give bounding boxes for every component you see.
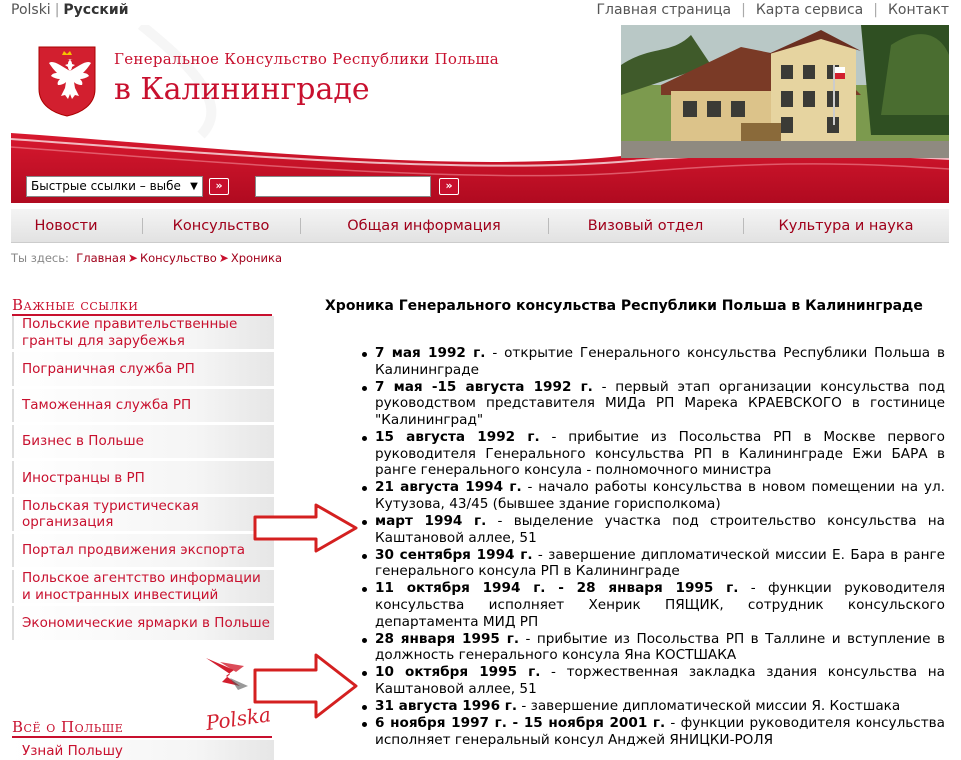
top-links: [597, 2, 949, 18]
list-item: [375, 631, 945, 664]
top-bar: [0, 0, 961, 22]
event-date: 30 сентября 1994 г.: [375, 546, 533, 563]
language-switcher: [11, 2, 129, 18]
nav-item-visa-department[interactable]: Визовый отдел: [587, 218, 704, 234]
divider: |: [873, 2, 878, 18]
divider: |: [54, 2, 60, 18]
sidebar-item-discover-poland[interactable]: Узнай Польшу: [12, 740, 274, 760]
event-date: 10 октября 1995 г.: [375, 664, 541, 681]
breadcrumb-chronicle[interactable]: Хроника: [230, 251, 283, 265]
list-item: [375, 345, 945, 378]
list-item: [375, 698, 945, 715]
sidebar-links: [12, 316, 274, 643]
sidebar-heading-all-about-poland: Всё о Польше: [12, 718, 272, 738]
sidebar-item-customs[interactable]: Таможенная служба РП: [12, 389, 274, 425]
event-date: 6 ноября 1997 г. - 15 ноября 2001 г.: [375, 715, 666, 732]
consulate-building-photo: [621, 25, 949, 158]
lang-russian-link[interactable]: Русский: [63, 2, 129, 18]
event-date: 31 августа 1996 г.: [375, 697, 518, 714]
event-text: - торжественная закладка здания консульства на Каштановой аллее, 51: [375, 664, 946, 697]
annotation-arrow-icon: [252, 502, 360, 554]
event-date: 7 мая -15 августа 1992 г.: [375, 378, 593, 395]
page-title: Хроника Генерального консульства Республики Польша в Калининграде: [325, 298, 923, 314]
contact-link[interactable]: Контакт: [887, 2, 949, 18]
list-item: [375, 429, 945, 479]
sidebar-heading-important-links: Важные ссылки: [12, 296, 272, 316]
breadcrumb-consulate[interactable]: Консульство: [139, 251, 217, 265]
event-date: 28 января 1995 г.: [375, 630, 520, 647]
annotation-arrow-icon: [252, 652, 360, 720]
quick-links-go-button[interactable]: [209, 178, 229, 195]
event-date: 11 октября 1994 г. - 28 января 1995 г.: [375, 580, 739, 597]
list-item: [375, 513, 945, 546]
arrow-right-icon: ➤: [218, 251, 229, 265]
chevron-down-icon: ▼: [186, 177, 202, 196]
sidebar-item-tourism[interactable]: Польская туристическая организация: [12, 497, 274, 533]
nav-item-news[interactable]: Новости: [34, 218, 98, 234]
event-text: - выделение участка под строительство консульства на Каштановой аллее, 51: [375, 512, 945, 546]
nav-item-consulate[interactable]: Консульство: [172, 218, 270, 234]
event-date: 7 мая 1992 г.: [375, 345, 486, 361]
sidebar-item-export-portal[interactable]: Портал продвижения экспорта: [12, 534, 274, 570]
list-item: [375, 379, 945, 429]
event-text: - функции руководителя консульства исполняет генеральный консул Анджей ЯНИЦКИ-РОЛЯ: [375, 715, 946, 748]
event-text: - прибытие из Посольства РП в Москве первого руководителя Генерального консульства РП в Калининграде Ежи БАРА в ранге генерального консула - полномочного министра: [375, 428, 945, 479]
list-item: [375, 715, 945, 748]
list-item: [375, 664, 945, 697]
double-chevron-right-icon: »: [445, 179, 453, 192]
nav-item-general-info[interactable]: Общая информация: [347, 218, 501, 234]
chronicle-list: [375, 345, 945, 749]
event-date: март 1994 г.: [375, 512, 487, 529]
search-button[interactable]: [439, 178, 459, 195]
event-text: - функции руководителя консульства исполняет Хенрик ПЯЩИК, сотрудник консульского департамента МИД РП: [375, 580, 945, 630]
sidebar-item-foreigners[interactable]: Иностранцы в РП: [12, 461, 274, 497]
event-text: - первый этап организации консульства под руководством представителя МИДа РП Марека КРАЕВСКОГО в гостинице "Калининград": [375, 378, 945, 428]
quick-links-select[interactable]: [26, 176, 203, 197]
sidebar-item-grants[interactable]: Польские правительственные гранты для зарубежья: [12, 316, 274, 352]
event-text: - завершение дипломатической миссии Я. Костшака: [517, 697, 901, 714]
divider: |: [741, 2, 746, 18]
header-title-line1: Генеральное Консульство Республики Польша: [114, 50, 499, 68]
sidebar-item-business[interactable]: Бизнес в Польше: [12, 425, 274, 461]
double-chevron-right-icon: »: [215, 179, 223, 192]
header-title-line2: в Калининграде: [114, 72, 370, 107]
list-item: [375, 479, 945, 512]
event-text: - прибытие из Посольства РП в Таллине и вступление в должность генерального консула Яна КОСТШАКА: [375, 630, 945, 664]
list-item: [375, 547, 945, 580]
breadcrumb-home[interactable]: Главная: [76, 251, 126, 265]
nav-item-culture-science[interactable]: Культура и наука: [778, 218, 914, 234]
quick-links-bar: [11, 174, 949, 204]
quick-links-select-value: Быстрые ссылки – выбе: [31, 179, 181, 193]
event-text: - открытие Генерального консульства Республики Польша в Калининграде: [375, 345, 945, 378]
arrow-right-icon: ➤: [127, 251, 138, 265]
sidebar-item-investment-agency[interactable]: Польское агентство информации и иностранных инвестиций: [12, 570, 274, 606]
sidebar-item-border-guard[interactable]: Пограничная служба РП: [12, 352, 274, 388]
lang-polski-link[interactable]: Polski: [11, 2, 51, 18]
site-map-link[interactable]: Карта сервиса: [755, 2, 864, 18]
list-item: [375, 580, 945, 630]
search-input[interactable]: [255, 176, 431, 197]
home-page-link[interactable]: Главная страница: [596, 2, 732, 18]
main-nav: [11, 209, 949, 243]
svg-text:Polska: Polska: [204, 702, 272, 736]
event-date: 21 августа 1994 г.: [375, 479, 522, 496]
breadcrumb: [11, 251, 282, 265]
event-date: 15 августа 1992 г.: [375, 428, 540, 445]
sidebar-item-trade-fairs[interactable]: Экономические ярмарки в Польше: [12, 606, 274, 642]
polish-eagle-emblem: [37, 45, 97, 117]
breadcrumb-label: Ты здесь:: [11, 251, 69, 265]
event-text: - начало работы консульства в новом помещении на ул. Кутузова, 43/45 (бывшее здание горисполкома): [375, 479, 945, 512]
event-text: - завершение дипломатической миссии Е. Бара в ранге генерального консула РП в Калининграде: [375, 546, 946, 580]
